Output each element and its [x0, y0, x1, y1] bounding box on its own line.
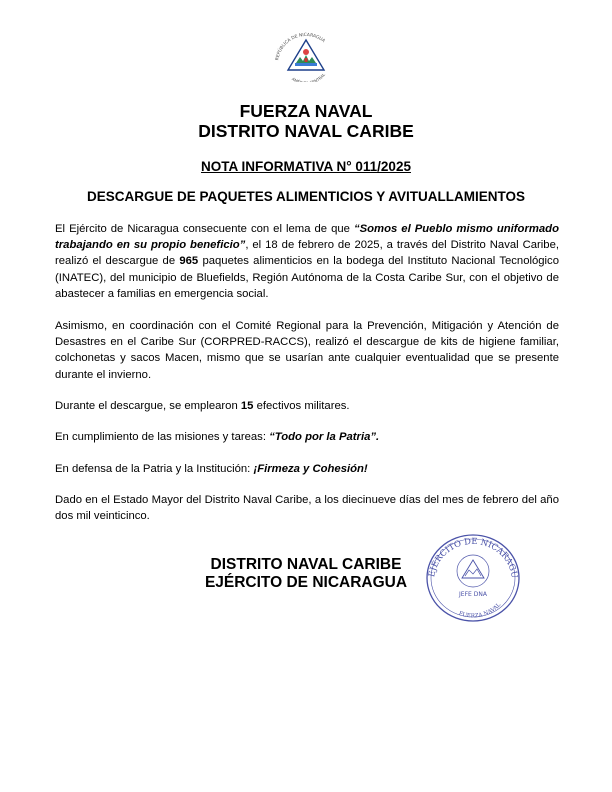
- p1-text-a: El Ejército de Nicaragua consecuente con el lema de que: [55, 223, 354, 235]
- paragraph-3: [55, 398, 559, 414]
- p1-count: 965: [179, 255, 199, 268]
- p3-text-a: Durante el descargue, se emplearon: [55, 400, 241, 412]
- p1-text-b: , el 18 de febrero de 2025, a través del Distrito Naval Caribe, realizó el descargue de: [55, 239, 559, 268]
- svg-text:FUERZA NAVAL: FUERZA NAVAL: [457, 602, 503, 620]
- p3-text-b: efectivos militares.: [253, 400, 350, 412]
- svg-text:AMÉRICA CENTRAL: AMÉ ENTRAL: [290, 72, 327, 82]
- p1-motto: “Somos el Pueblo mismo uniformado trabajando en su propio beneficio”: [55, 223, 559, 252]
- national-seal-emblem: [268, 30, 344, 82]
- p5-motto: ¡Firmeza y Cohesión!: [253, 463, 368, 475]
- p4-motto: “Todo por la Patria”.: [269, 431, 380, 443]
- signature-line-1: DISTRITO NAVAL CARIBE: [210, 556, 402, 573]
- paragraph-6: Dado en el Estado Mayor del Distrito Naval Caribe, a los diecinueve días del mes de febrero del año dos mil veinticinco.: [55, 494, 559, 523]
- svg-text:JEFE DNA: JEFE DNA: [459, 591, 487, 598]
- p4-text-a: En cumplimiento de las misiones y tareas:: [55, 431, 270, 443]
- p3-count: 15: [240, 400, 254, 412]
- official-stamp: [424, 533, 522, 623]
- paragraph-2: Asimismo, en coordinación con el Comité Regional para la Prevención, Mitigación y Atención de Desastres en el Caribe Sur (CORPRED-RACCS), realizó el descargue de kits de higiene familiar, colchonetas y sacos Macen, mismo que se usarían ante cualquier eventualidad que se presente durante el invierno.: [55, 320, 559, 381]
- header-line-2: DISTRITO NAVAL CARIBE: [198, 121, 414, 141]
- note-title: NOTA INFORMATIVA N° 011/2025: [201, 159, 411, 174]
- subject-title: DESCARGUE DE PAQUETES ALIMENTICIOS Y AVITUALLAMIENTOS: [86, 189, 526, 204]
- paragraph-4: [55, 429, 559, 445]
- header-line-1: FUERZA NAVAL: [239, 101, 373, 121]
- p1-text-c: paquetes alimenticios en la bodega del Instituto Nacional Tecnológico (INATEC), del municipio de Bluefields, Región Autónoma de la Costa Caribe Sur, con el objetivo de abastecer a familias en emergencia social.: [55, 255, 559, 300]
- svg-text:EJÉRCITO DE NICARAGUA: EJÉRCITO DE NICARAGU: [427, 536, 519, 579]
- signature-line-2: EJÉRCITO DE NICARAGUA: [204, 574, 408, 591]
- p5-text-a: En defensa de la Patria y la Institución:: [55, 463, 254, 475]
- svg-text:REPÚBLICA DE NICARAGUA: REPÚBLICA DE NICARAGUA: [275, 32, 326, 61]
- paragraph-5: [55, 461, 559, 477]
- paragraph-1: [55, 221, 559, 302]
